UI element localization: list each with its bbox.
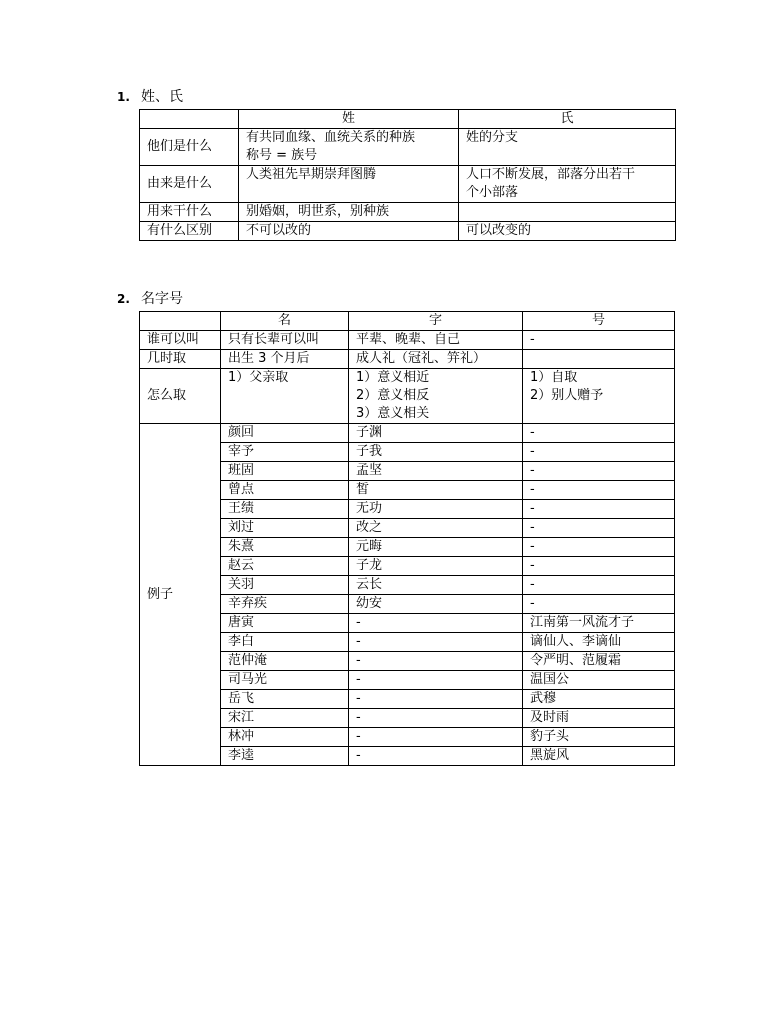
zi-cell: 幼安 [349, 595, 523, 614]
table-row [140, 369, 675, 424]
zi-cell: - [349, 709, 523, 728]
ming-cell: 宰予 [221, 443, 349, 462]
hao-cell [523, 350, 675, 369]
row-label: 有什么区别 [140, 222, 239, 241]
zi-cell: 无功 [349, 500, 523, 519]
hao-cell: - [523, 595, 675, 614]
section1-number: 1. [117, 90, 130, 104]
ming-cell: 李逵 [221, 747, 349, 766]
table-row [140, 424, 675, 443]
ming-cell: 颜回 [221, 424, 349, 443]
table-row [140, 557, 675, 576]
surname-clan-table [139, 109, 676, 241]
zi-cell: 元晦 [349, 538, 523, 557]
ming-cell: 辛弃疾 [221, 595, 349, 614]
ming-cell: 林冲 [221, 728, 349, 747]
zi-cell: 成人礼（冠礼、笄礼） [349, 350, 523, 369]
header-hao: 号 [523, 312, 675, 331]
ming-cell [221, 369, 349, 424]
row-label: 他们是什么 [140, 129, 239, 166]
table-row [140, 614, 675, 633]
xing-cell [239, 166, 459, 203]
hao-cell: - [523, 481, 675, 500]
table-row [140, 500, 675, 519]
table-row [140, 671, 675, 690]
table-row [140, 633, 675, 652]
header-xing: 姓 [239, 110, 459, 129]
zi-cell: 改之 [349, 519, 523, 538]
hao-cell: 及时雨 [523, 709, 675, 728]
zi-cell: 子龙 [349, 557, 523, 576]
header-empty [140, 110, 239, 129]
header-ming: 名 [221, 312, 349, 331]
shi-cell [459, 129, 676, 166]
table-row [140, 203, 676, 222]
cell-line: 人口不断发展，部落分出若干 [466, 167, 636, 182]
ming-cell: 李白 [221, 633, 349, 652]
table-row [140, 129, 676, 166]
zi-cell: - [349, 728, 523, 747]
zi-cell [349, 369, 523, 424]
xing-cell [239, 222, 459, 241]
zi-cell: - [349, 690, 523, 709]
ming-cell: 唐寅 [221, 614, 349, 633]
cell-line: 人类祖先早期崇拜图腾 [246, 167, 377, 182]
ming-cell: 出生 3 个月后 [221, 350, 349, 369]
name-style-table [139, 311, 675, 766]
cell-line: 不可以改的 [246, 223, 312, 238]
cell-line: 1）自取 [530, 370, 578, 385]
zi-cell: 皙 [349, 481, 523, 500]
cell-line: 2）别人赠予 [530, 388, 604, 403]
shi-cell [459, 166, 676, 203]
section2-title: 名字号 [141, 291, 183, 307]
hao-cell: - [523, 557, 675, 576]
hao-cell: - [523, 443, 675, 462]
hao-cell: - [523, 424, 675, 443]
hao-cell: 温国公 [523, 671, 675, 690]
table-row [140, 443, 675, 462]
ming-cell: 朱熹 [221, 538, 349, 557]
hao-cell: - [523, 462, 675, 481]
zi-cell: 云长 [349, 576, 523, 595]
row-label: 怎么取 [140, 369, 221, 424]
table-row [140, 652, 675, 671]
section2-heading [117, 290, 183, 308]
row-label: 用来干什么 [140, 203, 239, 222]
ming-cell: 赵云 [221, 557, 349, 576]
hao-cell: 江南第一风流才子 [523, 614, 675, 633]
ming-cell: 范仲淹 [221, 652, 349, 671]
section1-heading [117, 88, 183, 106]
hao-cell: 令严明、范履霜 [523, 652, 675, 671]
table-row [140, 481, 675, 500]
header-shi: 氏 [459, 110, 676, 129]
cell-line: 姓的分支 [466, 130, 519, 145]
zi-cell: - [349, 614, 523, 633]
row-label: 几时取 [140, 350, 221, 369]
ming-cell: 岳飞 [221, 690, 349, 709]
zi-cell: - [349, 652, 523, 671]
table-header-row [140, 110, 676, 129]
table-row [140, 519, 675, 538]
table-row [140, 350, 675, 369]
zi-cell: 孟坚 [349, 462, 523, 481]
ming-cell: 班固 [221, 462, 349, 481]
table-row [140, 576, 675, 595]
header-zi: 字 [349, 312, 523, 331]
section1-title: 姓、氏 [141, 89, 183, 105]
row-label: 例子 [140, 424, 221, 766]
ming-cell: 刘过 [221, 519, 349, 538]
table-row [140, 690, 675, 709]
row-label: 由来是什么 [140, 166, 239, 203]
section2-number: 2. [117, 292, 130, 306]
zi-cell: - [349, 747, 523, 766]
hao-cell: 豹子头 [523, 728, 675, 747]
hao-cell: - [523, 538, 675, 557]
xing-cell [239, 203, 459, 222]
zi-cell: - [349, 671, 523, 690]
table-row [140, 222, 676, 241]
ming-cell: 宋江 [221, 709, 349, 728]
hao-cell: - [523, 519, 675, 538]
hao-cell [523, 369, 675, 424]
table-row [140, 728, 675, 747]
hao-cell: - [523, 576, 675, 595]
header-empty [140, 312, 221, 331]
ming-cell: 关羽 [221, 576, 349, 595]
table-row [140, 595, 675, 614]
cell-line: 1）父亲取 [228, 370, 289, 385]
shi-cell [459, 203, 676, 222]
table-row [140, 747, 675, 766]
hao-cell: 谪仙人、李谪仙 [523, 633, 675, 652]
zi-cell: 平辈、晚辈、自己 [349, 331, 523, 350]
table-row [140, 538, 675, 557]
cell-line: 1）意义相近 [356, 370, 430, 385]
cell-line: 称号 = 族号 [246, 148, 318, 163]
ming-cell: 只有长辈可以叫 [221, 331, 349, 350]
zi-cell: 子渊 [349, 424, 523, 443]
hao-cell: - [523, 331, 675, 350]
cell-line: 可以改变的 [466, 223, 532, 238]
xing-cell [239, 129, 459, 166]
zi-cell: - [349, 633, 523, 652]
ming-cell: 司马光 [221, 671, 349, 690]
hao-cell: - [523, 500, 675, 519]
cell-line: 个小部落 [466, 185, 519, 200]
cell-line: 3）意义相关 [356, 406, 430, 421]
table-row [140, 709, 675, 728]
zi-cell: 子我 [349, 443, 523, 462]
ming-cell: 王绩 [221, 500, 349, 519]
table-header-row [140, 312, 675, 331]
table-row [140, 462, 675, 481]
table-row [140, 166, 676, 203]
shi-cell [459, 222, 676, 241]
cell-line: 2）意义相反 [356, 388, 430, 403]
row-label: 谁可以叫 [140, 331, 221, 350]
cell-line: 别婚姻，明世系，别种族 [246, 204, 390, 219]
ming-cell: 曾点 [221, 481, 349, 500]
cell-line: 有共同血缘、血统关系的种族 [246, 130, 416, 145]
table-row [140, 331, 675, 350]
hao-cell: 武穆 [523, 690, 675, 709]
hao-cell: 黑旋风 [523, 747, 675, 766]
